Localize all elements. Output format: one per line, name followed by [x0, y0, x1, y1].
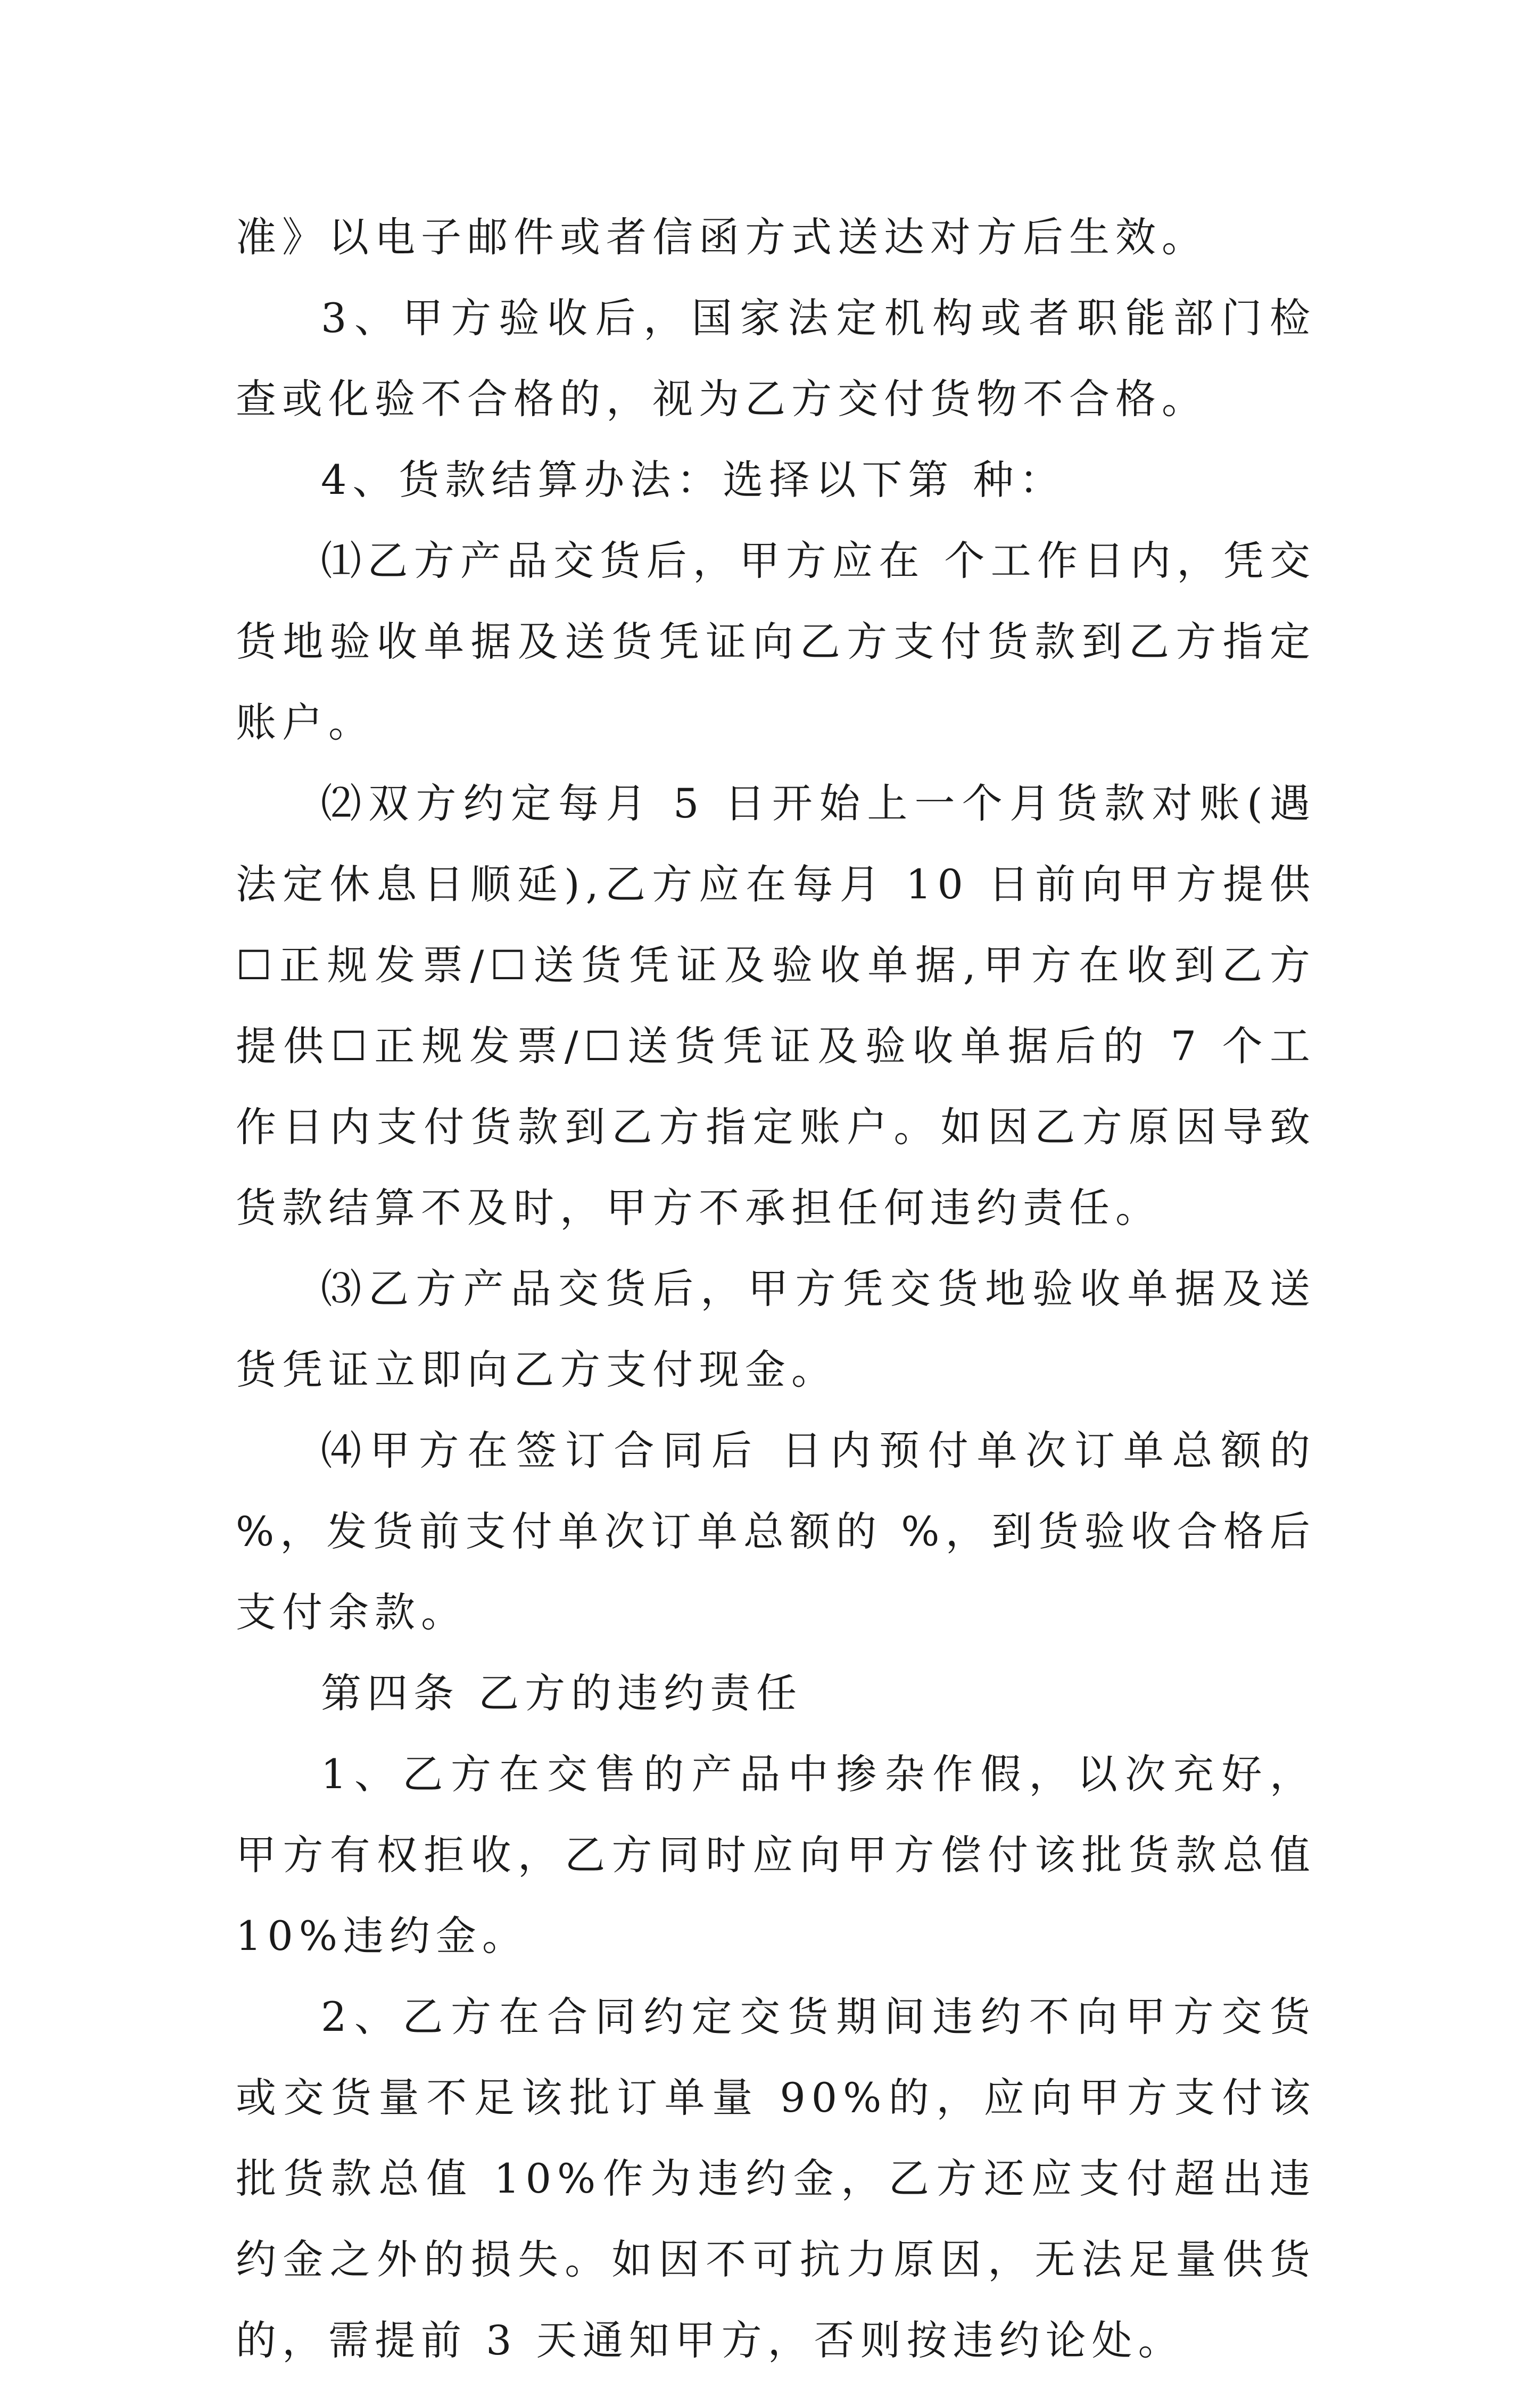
section-heading-article-4: 第四条 乙方的违约责任	[321, 1669, 803, 1717]
paragraph-clause-4-settlement: 4、货款结算办法：选择以下第 种：	[321, 456, 1066, 503]
contract-body	[236, 197, 1316, 2381]
paragraph-option-1: ⑴乙方产品交货后，甲方应在 个工作日内，凭交货地验收单据及送货凭证向乙方支付货款到乙方指定账户。	[236, 537, 1316, 746]
paragraph-clause-3-inspection: 3、甲方验收后，国家法定机构或者职能部门检查或化验不合格的，视为乙方交付货物不合格。	[236, 294, 1316, 423]
paragraph-breach-2: 2、乙方在合同约定交货期间违约不向甲方交货或交货量不足该批订单量 90%的，应向甲方支付该批货款总值 10%作为违约金，乙方还应支付超出违约金之外的损失。如因不可抗力原因，无法足量供货的，需提前 3 天通知甲方，否则按违约论处。	[236, 1993, 1316, 2364]
paragraph-delivery-notice: 准》以电子邮件或者信函方式送达对方后生效。	[236, 213, 1208, 261]
paragraph-option-4: ⑷甲方在签订合同后 日内预付单次订单总额的 %，发货前支付单次订单总额的 %，到货验收合格后支付余款。	[236, 1427, 1316, 1636]
paragraph-breach-1: 1、乙方在交售的产品中掺杂作假，以次充好，甲方有权拒收，乙方同时应向甲方偿付该批货款总值 10%违约金。	[236, 1750, 1316, 1960]
paragraph-option-3: ⑶乙方产品交货后，甲方凭交货地验收单据及送货凭证立即向乙方支付现金。	[236, 1265, 1316, 1393]
paragraph-option-2: ⑵双方约定每月 5 日开始上一个月货款对账(遇法定休息日顺延),乙方应在每月 10 日前向甲方提供☐正规发票/☐送货凭证及验收单据,甲方在收到乙方提供☐正规发票/☐送货凭证及验收单据后的 7 个工作日内支付货款到乙方指定账户。如因乙方原因导致货款结算不及时，甲方不承担任何违约责任。	[236, 780, 1316, 1231]
